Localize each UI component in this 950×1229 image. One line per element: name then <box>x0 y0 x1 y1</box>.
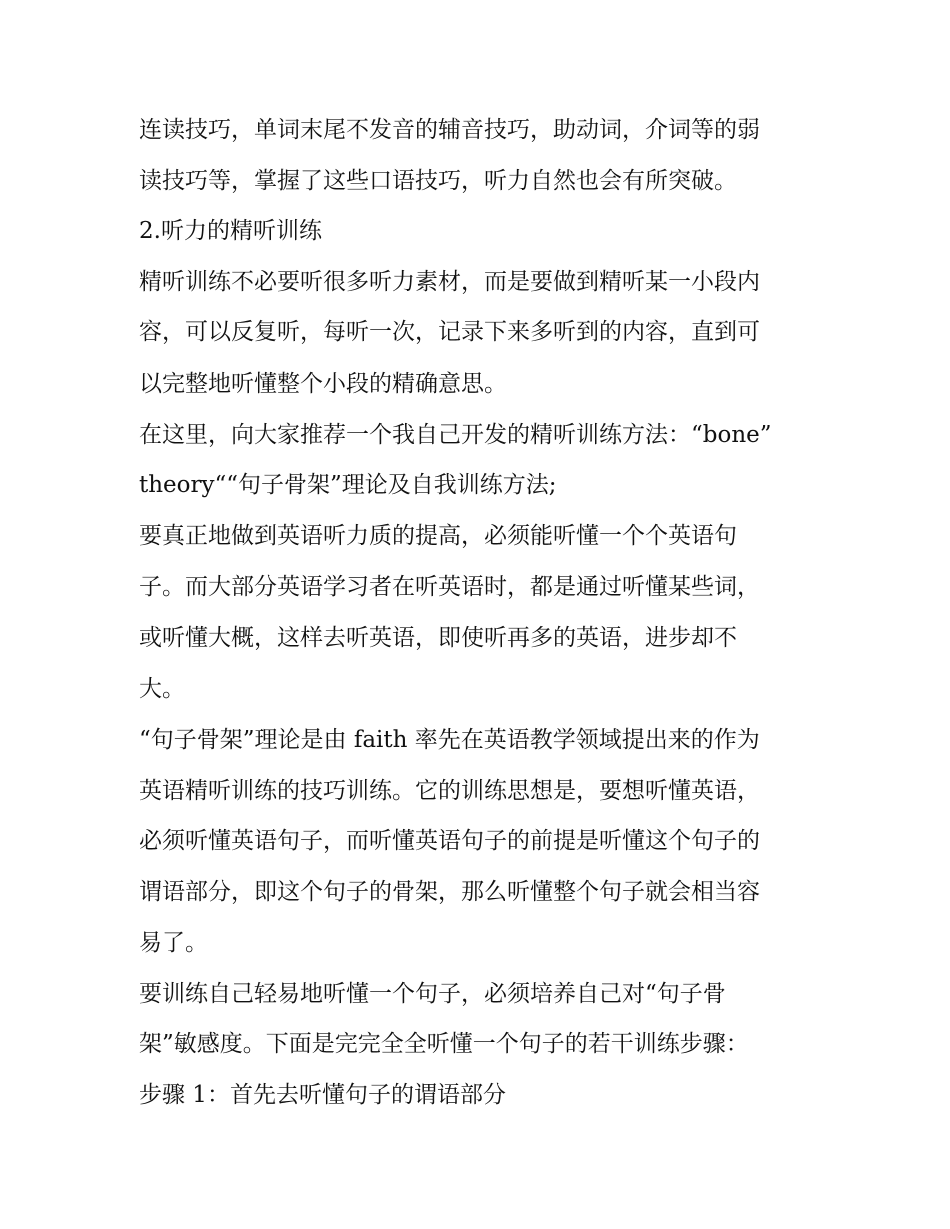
text-line: 或听懂大概，这样去听英语，即使听再多的英语，进步却不 <box>139 625 737 651</box>
text-line: “句子骨架”理论是由 faith 率先在英语教学领域提出来的作为 <box>139 727 760 753</box>
text-line: 容，可以反复听，每听一次，记录下来多听到的内容，直到可 <box>139 319 760 345</box>
text-line: 架”敏感度。下面是完完全全听懂一个句子的若干训练步骤： <box>139 1031 749 1057</box>
text-line: 必须听懂英语句子，而听懂英语句子的前提是听懂这个句子的 <box>139 828 760 854</box>
text-line: 以完整地听懂整个小段的精确意思。 <box>139 371 507 397</box>
text-line: 子。而大部分英语学习者在听英语时，都是通过听懂某些词， <box>139 574 760 600</box>
text-line: 英语精听训练的技巧训练。它的训练思想是，要想听懂英语， <box>139 778 760 804</box>
text-line: 步骤 1：首先去听懂句子的谓语部分 <box>139 1082 506 1108</box>
text-line: theory““句子骨架”理论及自我训练方法; <box>139 472 557 498</box>
text-line: 精听训练不必要听很多听力素材，而是要做到精听某一小段内 <box>139 269 760 295</box>
text-line: 要训练自己轻易地听懂一个句子，必须培养自己对“句子骨 <box>139 981 726 1007</box>
text-line: 在这里，向大家推荐一个我自己开发的精听训练方法：“bone” <box>139 422 772 448</box>
text-line: 读技巧等，掌握了这些口语技巧，听力自然也会有所突破。 <box>139 168 737 194</box>
text-line: 连读技巧，单词末尾不发音的辅音技巧，助动词，介词等的弱 <box>139 117 760 143</box>
text-line: 谓语部分，即这个句子的骨架，那么听懂整个句子就会相当容 <box>139 879 760 905</box>
text-line: 要真正地做到英语听力质的提高，必须能听懂一个个英语句 <box>139 523 737 549</box>
section-heading: 2.听力的精听训练 <box>139 218 322 244</box>
text-line: 易了。 <box>139 930 208 956</box>
text-line: 大。 <box>139 676 185 702</box>
